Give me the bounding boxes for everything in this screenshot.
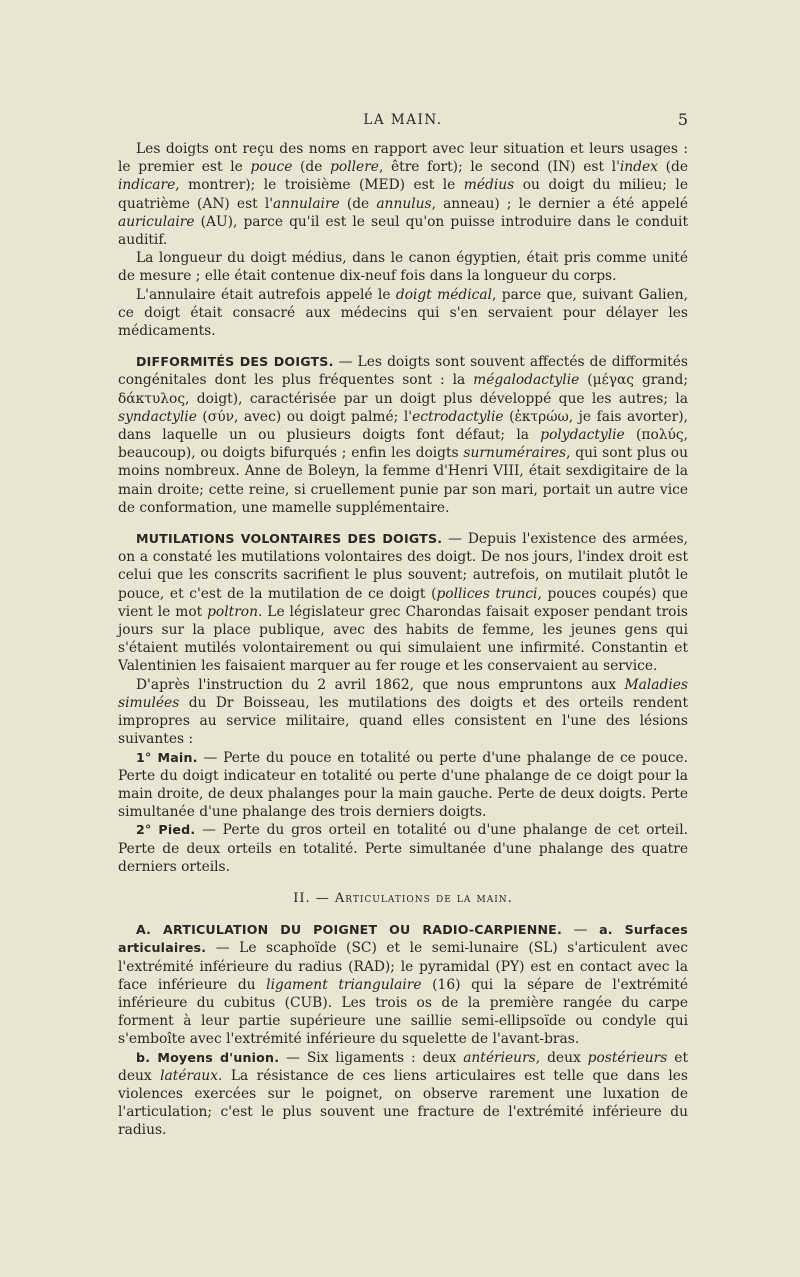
paragraph-main: 1° Main. — Perte du pouce en totalité ou perte d'une phalange de ce pouce. Perte du doigt indicateur en totalité ou perte d'une phalange de ce doigt pour la main droite, de deux phalanges pour la main gauche. Perte de deux doigts. Perte simultanée d'une phalange des trois derniers doigts. [118, 749, 688, 821]
section-heading-difformites: DIFFORMITÉS DES DOIGTS. [136, 354, 334, 370]
page-body [118, 140, 688, 1140]
paragraph-medius-unit: La longueur du doigt médius, dans le canon égyptien, était pris comme unité de mesure ; elle était contenue dix-neuf fois dans la longueur du corps. [118, 250, 688, 285]
paragraph-finger-names: Les doigts ont reçu des noms en rapport avec leur situation et leurs usages : le premier est le pouce (de pollere, être fort); le second (IN) est l'index (de indicare, montrer); le troisième (MED) est le médius ou doigt du milieu; le quatrième (AN) est l'annulaire (de annulus, anneau) ; le dernier a été appelé auriculaire (AU), parce qu'il est le seul qu'on puisse introduire dans le conduit auditif. [118, 141, 688, 249]
subsection-title: II. — Articulations de la main. [293, 890, 513, 906]
paragraph-pied: 2° Pied. — Perte du gros orteil en totalité ou d'une phalange de cet orteil. Perte de deux orteils en totalité. Perte simultanée d'une phalange des quatre derniers orteils. [118, 822, 688, 875]
paragraph-mutilations: MUTILATIONS VOLONTAIRES DES DOIGTS. — Depuis l'existence des armées, on a constaté les mutilations volontaires des doigt. De nos jours, l'index droit est celui que les conscrits sacrifient le plus souvent; autrefois, on mutilait plutôt le pouce, et c'est de la mutilation de ce doigt (pollices trunci, pouces coupés) que vient le mot poltron. Le législateur grec Charondas faisait exposer pendant trois jours sur la place publique, avec des habits de femme, les jeunes gens qui s'étaient mutilés volontairement ou qui simulaient une infirmité. Constantin et Valentinien les faisaient marquer au fer rouge et les conservaient au service. [118, 531, 688, 675]
paragraph-instruction-1862: D'après l'instruction du 2 avril 1862, que nous empruntons aux Maladies simulées du Dr Boisseau, les mutilations des doigts et des orteils rendent impropres au service militaire, quand elles consistent en l'une des lésions suivantes : [118, 676, 688, 748]
running-header [118, 112, 688, 134]
page-number: 5 [677, 110, 688, 129]
paragraph-articulation-poignet: A. ARTICULATION DU POIGNET OU RADIO-CARPIENNE. — a. Surfaces articulaires. — Le scaphoïde (SC) et le semi-lunaire (SL) s'articulent avec l'extrémité inférieure du radius (RAD); le pyramidal (PY) est en contact avec la face inférieure du ligament triangulaire (16) qui la sépare de l'extrémité inférieure du cubitus (CUB). Les trois os de la première rangée du carpe forment à leur partie supérieure une saillie semi-ellipsoïde ou condyle qui s'emboîte avec l'extrémité inférieure du squelette de l'avant-bras. [118, 922, 689, 1048]
paragraph-annulaire: L'annulaire était autrefois appelé le doigt médical, parce que, suivant Galien, ce doigt était consacré aux médecins qui s'en servaient pour délayer les médicaments. [118, 286, 689, 340]
running-title: LA MAIN. [363, 112, 443, 128]
paragraph-moyens-union: b. Moyens d'union. — Six ligaments : deux antérieurs, deux postérieurs et deux latéraux. La résistance de ces liens articulaires est telle que dans les violences exercées sur le poignet, on observe rarement une luxation de l'articulation; c'est le plus souvent une fracture de l'extrémité inférieure du radius. [118, 1049, 688, 1139]
section-heading-mutilations: MUTILATIONS VOLONTAIRES DES DOIGTS. [136, 531, 443, 547]
paragraph-difformites: DIFFORMITÉS DES DOIGTS. — Les doigts sont souvent affectés de difformités congénitales dont les plus fréquentes sont : la mégalodactylie (μέγας grand; δάκτυλος, doigt), caractérisée par un doigt plus développé que les autres; la syndactylie (σύν, avec) ou doigt palmé; l'ectrodactylie (ἐκτρώω, je fais avorter), dans laquelle un ou plusieurs doigts font défaut; la polydactylie (πολύς, beaucoup), ou doigts bifurqués ; enfin les doigts surnuméraires, qui sont plus ou moins nombreux. Anne de Boleyn, la femme d'Henri VIII, était sexdigitaire de la main droite; cette reine, si cruellement punie par son mari, portait un autre vice de conformation, une mamelle supplémentaire. [118, 354, 688, 516]
section-heading-poignet: A. ARTICULATION DU POIGNET OU RADIO-CARPIENNE. [136, 922, 562, 938]
